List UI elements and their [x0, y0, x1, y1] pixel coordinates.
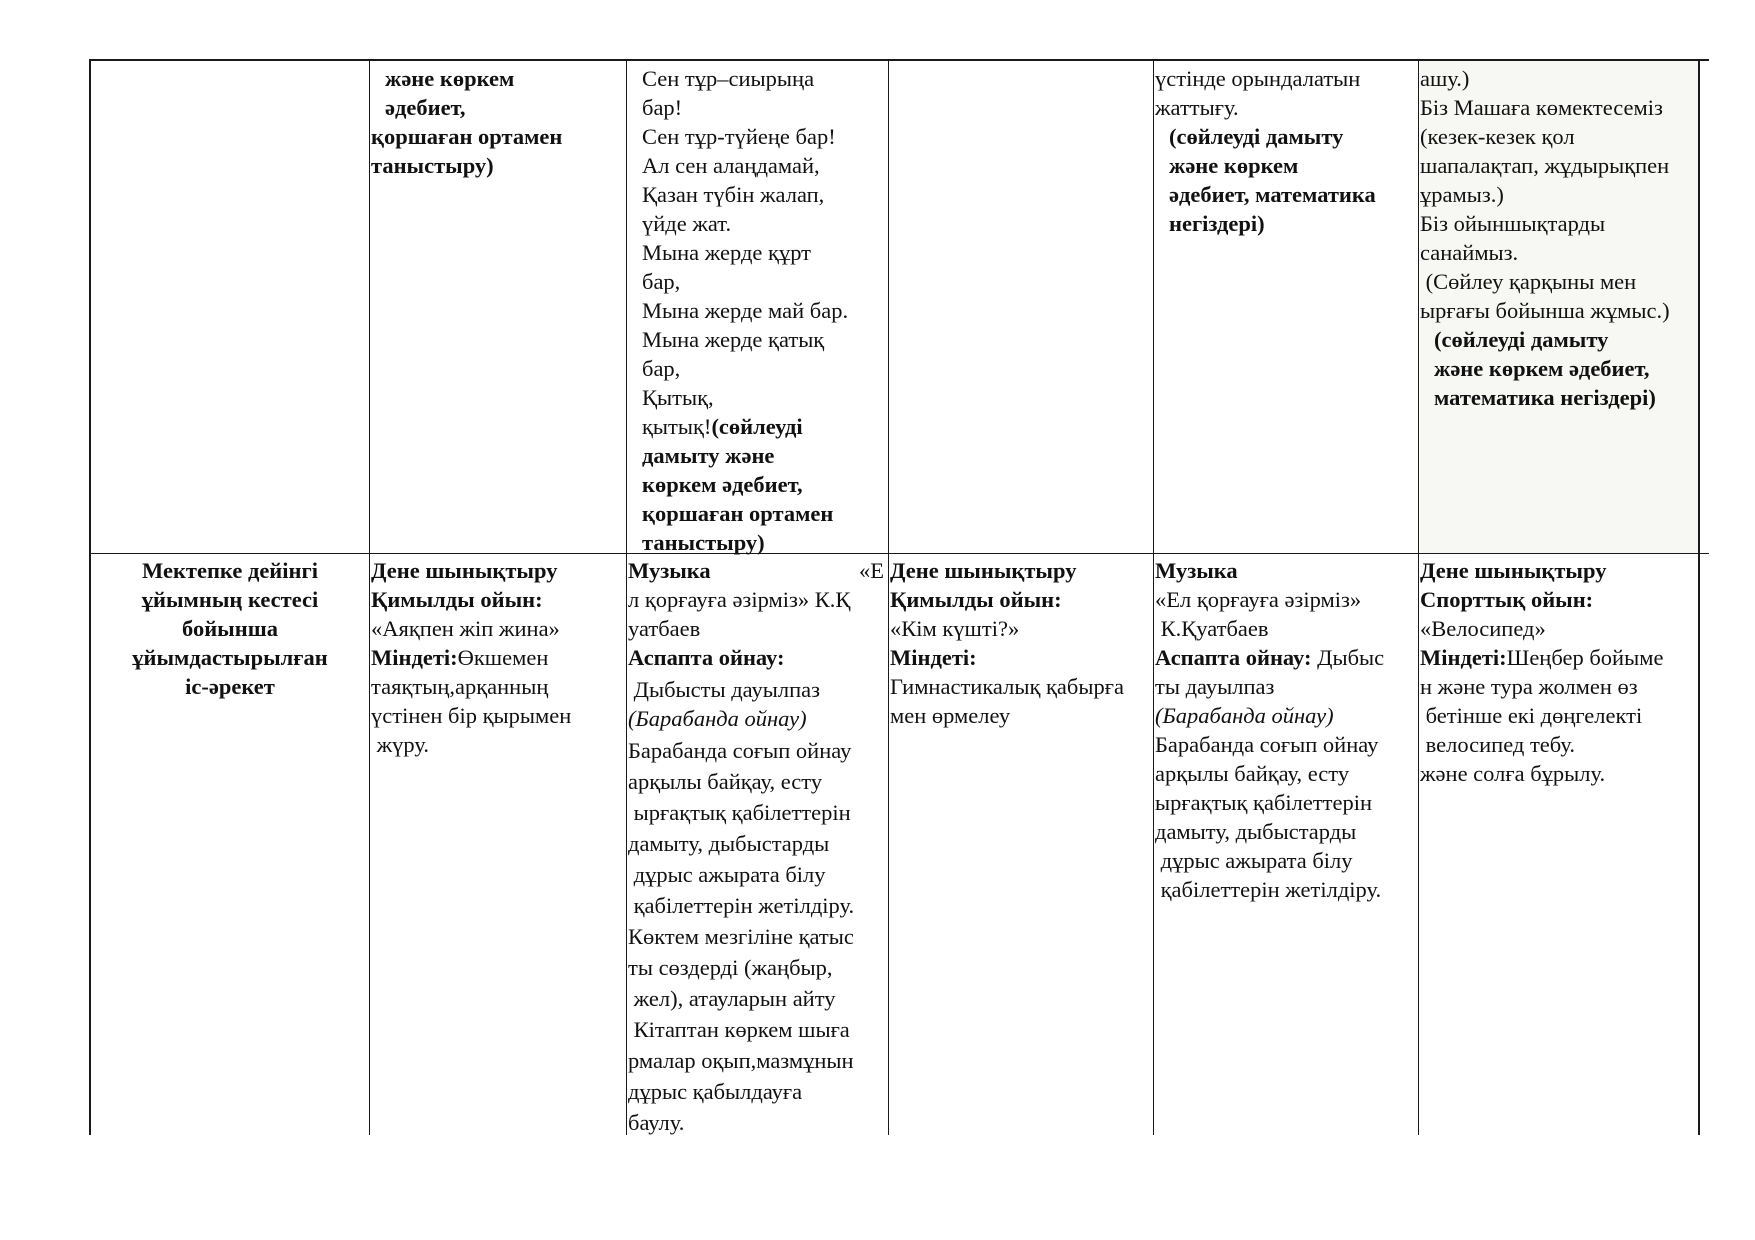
activity-title: Дене шынықтыру: [890, 558, 1077, 583]
task-line: Гимнастикалық қабырға: [890, 674, 1124, 699]
col-divider-1: [369, 59, 370, 1135]
body-line: дұрыс ажырата білу: [628, 862, 826, 887]
row2-col5-cell: [1155, 556, 1418, 904]
col-divider-5: [1418, 59, 1419, 1135]
task-label: Міндеті:: [1420, 645, 1507, 670]
row2-col2-cell: [371, 556, 626, 759]
poem-line: Сен тұр–сиырыңа: [642, 66, 815, 91]
poem-line: Қытық,: [642, 385, 714, 410]
poem-line: Мына жерде құрт: [642, 240, 811, 265]
row1-col5-cell: [1155, 64, 1417, 238]
row-heading-line: ұйымның кестесі: [141, 587, 319, 612]
play-text: Дыбыс: [1311, 645, 1385, 670]
col-divider-3: [888, 59, 889, 1135]
poem-line: бар,: [642, 269, 681, 294]
body-line: Барабанда соғып ойнау: [1155, 732, 1379, 757]
area-label-line: таныстыру): [642, 530, 765, 555]
activity-title: Музыка: [628, 558, 711, 583]
game-label: Спорттық ойын:: [1420, 587, 1594, 612]
text-line: (кезек-кезек қол: [1420, 124, 1575, 149]
song-line: уатбаев: [628, 616, 701, 641]
body-line: дұрыс қабылдауға: [628, 1079, 803, 1104]
body-line: ырғақтық қабілеттерін: [628, 800, 851, 825]
play-text: Дыбысты дауылпаз: [628, 677, 821, 702]
song-line: К.Қуатбаев: [1155, 616, 1269, 641]
area-label: (сөйлеуді: [711, 414, 803, 439]
area-label-line: және көркем әдебиет,: [1434, 356, 1650, 381]
song-line: «Ел қорғауға әзірміз»: [1155, 587, 1362, 612]
text-line: ырғағы бойынша жұмыс.): [1420, 298, 1670, 323]
poem-line: бар,: [642, 356, 681, 381]
area-label-line: математика негіздері): [1434, 385, 1656, 410]
body-line: Көктем мезгіліне қатыс: [628, 924, 854, 949]
body-line: дұрыс ажырата білу: [1155, 848, 1353, 873]
body-line: дамыту, дыбыстарды: [628, 831, 830, 856]
task-text: Шеңбер бойыме: [1506, 645, 1664, 670]
song-line: л қорғауға әзірміз» К.Қ: [628, 587, 851, 612]
poem-line: Сен тұр-түйеңе бар!: [642, 124, 836, 149]
game-name: «Велосипед»: [1420, 616, 1546, 641]
text-line: және көркем: [385, 66, 515, 91]
area-label-line: негіздері): [1169, 211, 1265, 236]
row1-col6-cell: [1420, 61, 1698, 553]
task-line: және солға бұрылу.: [1420, 761, 1606, 786]
body-line: қабілеттерін жетілдіру.: [1155, 877, 1382, 902]
text-line: санаймыз.: [1420, 240, 1519, 265]
poem-line: үйде жат.: [642, 211, 732, 236]
body-line: рмалар оқып,мазмұнын: [628, 1048, 854, 1073]
row2-col1-cell: [91, 556, 369, 701]
area-label-line: қоршаған ортамен: [642, 501, 834, 526]
text-line: қоршаған ортамен: [371, 124, 563, 149]
row-heading-line: Мектепке дейінгі: [142, 558, 318, 583]
task-line: мен өрмелеу: [890, 703, 1011, 728]
row-heading-line: бойынша: [182, 616, 278, 641]
play-label: Аспапта ойнау:: [628, 645, 785, 670]
body-line: ты сөздерді (жаңбыр,: [628, 955, 833, 980]
row2-col3-cell: [628, 556, 888, 1137]
body-line: ырғақтық қабілеттерін: [1155, 790, 1373, 815]
body-line: жел), атауларын айту: [628, 986, 836, 1011]
poem-line: бар!: [642, 95, 683, 120]
title-line: [628, 556, 888, 585]
task-label: Міндеті:: [890, 645, 977, 670]
task-label: Міндеті:: [371, 645, 458, 670]
activity-title: Музыка: [1155, 558, 1238, 583]
body-line: дамыту, дыбыстарды: [1155, 819, 1357, 844]
task-line: үстінен бір қырымен: [371, 703, 572, 728]
play-line: [1155, 643, 1418, 672]
row-divider: [89, 553, 1709, 554]
text-line: Біз ойыншықтарды: [1420, 211, 1606, 236]
body-line: қабілеттерін жетілдіру.: [628, 893, 855, 918]
poem-text: қытық!: [642, 414, 712, 439]
text-line: ашу.): [1420, 66, 1470, 91]
task-line: бетінше екі дөңгелекті: [1420, 703, 1643, 728]
text-line: таныстыру): [371, 153, 494, 178]
game-label: Қимылды ойын:: [371, 587, 543, 612]
text-line: ұрамыз.): [1420, 182, 1504, 207]
area-label-line: (сөйлеуді дамыту: [1434, 327, 1609, 352]
body-line: Кітаптан көркем шыға: [628, 1017, 850, 1042]
task-line: таяқтың,арқанның: [371, 674, 549, 699]
row2-col6-cell: [1420, 556, 1698, 788]
col-divider-4: [1153, 59, 1154, 1135]
row-heading-line: іс-әрекет: [185, 674, 275, 699]
play-label: Аспапта ойнау:: [1155, 645, 1312, 670]
task-line: велосипед тебу.: [1420, 732, 1576, 757]
text-line: шапалақтап, жұдырықпен: [1420, 153, 1670, 178]
play-note: (Барабанда ойнау): [628, 706, 807, 731]
area-label-line: дамыту және: [642, 443, 775, 468]
poem-line: Қазан түбін жалап,: [642, 182, 825, 207]
play-text: ты дауылпаз: [1155, 674, 1275, 699]
body-line: арқылы байқау, есту: [628, 769, 823, 794]
col-border-right: [1698, 59, 1700, 1135]
text-line: Біз Машаға көмектесеміз: [1420, 95, 1663, 120]
task-line: н және тура жолмен өз: [1420, 674, 1638, 699]
row1-col3-cell: [642, 64, 887, 557]
text-line: әдебиет,: [385, 95, 466, 120]
col-divider-2: [626, 59, 627, 1135]
text-line: үстінде орындалатын: [1155, 66, 1361, 91]
row-heading-line: ұйымдастырылған: [132, 645, 328, 670]
task-line: [1420, 643, 1698, 672]
poem-line: Мына жерде қатық: [642, 327, 825, 352]
task-text: Өкшемен: [457, 645, 549, 670]
game-label: Қимылды ойын:: [890, 587, 1062, 612]
song-text: «Е: [859, 558, 884, 583]
activity-title: Дене шынықтыру: [371, 558, 558, 583]
text-line: (Сөйлеу қарқыны мен: [1420, 269, 1637, 294]
text-line: жаттығу.: [1155, 95, 1239, 120]
game-name: «Кім күшті?»: [890, 616, 1020, 641]
area-label-line: көркем әдебиет,: [642, 472, 803, 497]
task-line: [371, 643, 626, 672]
play-note: (Барабанда ойнау): [1155, 703, 1334, 728]
poem-line: Ал сен алаңдамай,: [642, 153, 820, 178]
activity-title: Дене шынықтыру: [1420, 558, 1607, 583]
body-line: баулу.: [628, 1110, 685, 1135]
area-label-line: әдебиет, математика: [1169, 182, 1376, 207]
task-line: жүру.: [371, 732, 429, 757]
poem-line-mixed: [642, 412, 887, 441]
area-label-line: және көркем: [1169, 153, 1299, 178]
body-line: Барабанда соғып ойнау: [628, 738, 852, 763]
row1-col2-cell: [371, 64, 626, 180]
game-name: «Аяқпен жіп жина»: [371, 616, 560, 641]
area-label-line: (сөйлеуді дамыту: [1169, 124, 1344, 149]
body-line: арқылы байқау, есту: [1155, 761, 1350, 786]
poem-line: Мына жерде май бар.: [642, 298, 849, 323]
row2-col4-cell: [890, 556, 1153, 730]
